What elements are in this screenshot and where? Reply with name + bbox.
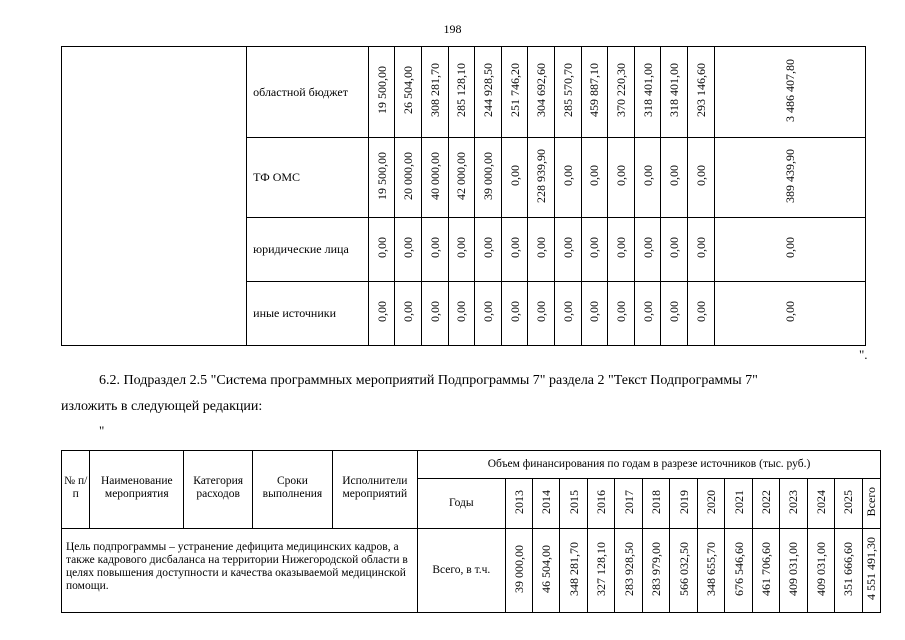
year-value: 0,00 — [614, 237, 628, 258]
year-value-cell — [475, 218, 502, 282]
year-value-cell — [501, 138, 528, 218]
total-value-cell — [714, 47, 865, 138]
year-value-cell — [608, 218, 635, 282]
header-year-text: 2025 — [841, 489, 856, 514]
header-year — [560, 479, 587, 529]
total-row-value-cell — [505, 529, 532, 613]
closing-quote: ". — [859, 347, 868, 362]
year-value-cell — [661, 138, 688, 218]
paragraph-line-2: изложить в следующей редакции: — [61, 399, 263, 414]
header-year-text: 2022 — [758, 489, 773, 514]
funding-source-label: ТФ ОМС — [247, 138, 369, 218]
header-years-label: Годы — [418, 479, 505, 529]
year-value: 0,00 — [534, 237, 549, 258]
year-value-cell — [634, 282, 661, 346]
year-value: 0,00 — [640, 301, 655, 322]
year-value-cell — [608, 47, 635, 138]
year-value: 40 000,00 — [427, 151, 442, 200]
year-value: 26 504,00 — [401, 66, 416, 114]
year-value-cell — [555, 47, 582, 138]
total-row-value-cell — [780, 529, 807, 613]
header-terms: Сроки выполнения — [253, 451, 332, 529]
funding-source-label: иные источники — [247, 282, 369, 346]
year-value: 0,00 — [454, 237, 469, 258]
year-value-cell — [448, 138, 475, 218]
year-value: 19 500,00 — [374, 66, 389, 114]
row-label-total: Всего, в т.ч. — [418, 529, 505, 613]
year-value: 0,00 — [507, 165, 522, 186]
year-value: 0,00 — [667, 237, 682, 258]
header-year-text: 2017 — [621, 489, 636, 514]
total-row-value: 566 032,50 — [676, 541, 691, 596]
total-row-value: 46 504,00 — [539, 544, 554, 593]
year-value: 0,00 — [587, 301, 602, 322]
year-value: 293 146,60 — [693, 63, 708, 117]
total-row-value-cell — [752, 529, 779, 613]
year-value-cell — [528, 138, 555, 218]
total-row-value-cell — [697, 529, 724, 613]
header-year — [533, 479, 560, 529]
total-row-value-cell — [807, 529, 834, 613]
year-value-cell — [528, 282, 555, 346]
year-value-cell — [581, 282, 608, 346]
year-value: 244 928,50 — [481, 63, 496, 117]
year-value-cell — [422, 282, 449, 346]
year-value-cell — [368, 138, 395, 218]
year-value: 285 128,10 — [454, 63, 469, 117]
year-value-cell — [501, 218, 528, 282]
year-value: 0,00 — [614, 301, 628, 322]
total-row-value: 348 655,70 — [704, 541, 719, 596]
total-row-value-cell — [533, 529, 560, 613]
year-value-cell — [448, 282, 475, 346]
year-value: 0,00 — [587, 237, 602, 258]
total-value: 3 486 407,80 — [782, 58, 797, 122]
year-value-cell — [687, 47, 714, 138]
header-num: № п/п — [62, 451, 90, 529]
header-year-text: 2023 — [786, 489, 801, 514]
year-value: 0,00 — [640, 237, 655, 258]
year-value-cell — [501, 47, 528, 138]
total-row-value-cell — [725, 529, 752, 613]
total-row-value: 351 666,60 — [841, 541, 856, 596]
header-executors: Исполнители мероприятий — [332, 451, 417, 529]
total-row-value-cell — [642, 529, 669, 613]
year-value-cell — [555, 138, 582, 218]
amendment-paragraph — [61, 368, 868, 420]
year-value-cell — [475, 138, 502, 218]
year-value: 0,00 — [640, 165, 655, 186]
total-row-value: 461 706,60 — [758, 541, 773, 596]
total-value: 0,00 — [782, 237, 797, 258]
year-value-cell — [581, 47, 608, 138]
year-value: 0,00 — [560, 301, 575, 322]
year-value-cell — [448, 47, 475, 138]
header-year — [752, 479, 779, 529]
header-year — [697, 479, 724, 529]
year-value-cell — [528, 47, 555, 138]
year-value: 318 401,00 — [640, 63, 655, 117]
total-value-cell — [714, 282, 865, 346]
total-value: 389 439,90 — [782, 148, 797, 203]
year-value-cell — [448, 218, 475, 282]
funding-row — [62, 47, 866, 138]
year-value: 0,00 — [614, 165, 628, 186]
year-value: 285 570,70 — [560, 63, 575, 117]
total-row-value: 327 128,10 — [594, 541, 609, 596]
year-value-cell — [687, 282, 714, 346]
year-value: 42 000,00 — [454, 151, 469, 200]
total-value: 0,00 — [782, 301, 797, 322]
year-value-cell — [608, 282, 635, 346]
year-value-cell — [608, 138, 635, 218]
year-value-cell — [687, 138, 714, 218]
total-row-value: 283 928,50 — [621, 541, 636, 596]
year-value-cell — [528, 218, 555, 282]
empty-merged-cell — [62, 47, 247, 346]
year-value: 0,00 — [587, 165, 602, 186]
header-year-text: 2014 — [539, 489, 554, 514]
year-value-cell — [395, 47, 422, 138]
year-value-cell — [368, 282, 395, 346]
header-year — [835, 479, 862, 529]
header-total-text: Всего — [864, 486, 879, 517]
funding-table-continued — [61, 46, 866, 346]
year-value: 20 000,00 — [401, 151, 416, 200]
year-value: 370 220,30 — [614, 63, 628, 117]
year-value-cell — [687, 218, 714, 282]
year-value: 0,00 — [401, 301, 416, 322]
year-value: 19 500,00 — [374, 151, 389, 200]
year-value: 0,00 — [481, 301, 496, 322]
header-total — [862, 479, 880, 529]
header-year-text: 2020 — [704, 489, 719, 514]
header-year-text: 2018 — [649, 489, 664, 514]
year-value-cell — [661, 218, 688, 282]
header-year-text: 2024 — [813, 489, 828, 514]
header-year — [642, 479, 669, 529]
total-row-value-cell — [670, 529, 697, 613]
year-value-cell — [422, 47, 449, 138]
year-value: 0,00 — [374, 237, 389, 258]
header-year — [780, 479, 807, 529]
year-value-cell — [555, 282, 582, 346]
total-value-cell — [714, 218, 865, 282]
year-value-cell — [634, 47, 661, 138]
year-value-cell — [661, 282, 688, 346]
year-value-cell — [634, 218, 661, 282]
year-value: 39 000,00 — [481, 151, 496, 200]
year-value: 0,00 — [693, 237, 708, 258]
year-value: 0,00 — [507, 237, 522, 258]
year-value-cell — [475, 47, 502, 138]
header-year — [587, 479, 614, 529]
year-value: 0,00 — [667, 301, 682, 322]
total-row-value-cell — [587, 529, 614, 613]
year-value-cell — [368, 218, 395, 282]
header-name: Наименование мероприятия — [90, 451, 184, 529]
year-value: 0,00 — [693, 165, 708, 186]
year-value-cell — [395, 282, 422, 346]
goal-text: Цель подпрограммы – устранение дефицита медицинских кадров, а также кадрового дисбаланса на территории Нижегородской области в целях повышения доступности и качества оказываемой медицинской помощи. — [62, 529, 418, 613]
total-row-value-cell — [835, 529, 862, 613]
total-row-value-cell — [560, 529, 587, 613]
year-value: 0,00 — [427, 301, 442, 322]
funding-source-label: областной бюджет — [247, 47, 369, 138]
header-year-text: 2021 — [731, 489, 746, 514]
year-value: 308 281,70 — [427, 63, 442, 117]
total-row-value-cell — [615, 529, 642, 613]
year-value-cell — [555, 218, 582, 282]
year-value-cell — [501, 282, 528, 346]
grand-total-cell — [862, 529, 880, 613]
total-row-value: 283 979,00 — [649, 541, 664, 596]
grand-total-value: 4 551 491,30 — [864, 537, 879, 600]
header-year — [725, 479, 752, 529]
funding-source-label: юридические лица — [247, 218, 369, 282]
year-value: 304 692,60 — [534, 63, 549, 117]
header-year — [615, 479, 642, 529]
year-value: 0,00 — [560, 165, 575, 186]
year-value-cell — [395, 218, 422, 282]
page-number: 198 — [443, 22, 462, 36]
total-row-value: 348 281,70 — [566, 541, 581, 596]
year-value: 0,00 — [401, 237, 416, 258]
total-row-value: 409 031,00 — [813, 541, 828, 596]
header-year-text: 2019 — [676, 489, 691, 514]
header-year — [505, 479, 532, 529]
paragraph-line-1: 6.2. Подраздел 2.5 "Система программных мероприятий Подпрограммы 7" раздела 2 "Текст Подпрограммы 7" — [99, 373, 758, 388]
header-category: Категория расходов — [184, 451, 253, 529]
header-year — [670, 479, 697, 529]
year-value: 251 746,20 — [507, 63, 522, 117]
year-value-cell — [634, 138, 661, 218]
header-funding: Объем финансирования по годам в разрезе источников (тыс. руб.) — [418, 451, 881, 479]
year-value-cell — [581, 218, 608, 282]
year-value: 228 939,90 — [534, 148, 549, 203]
year-value: 0,00 — [534, 301, 549, 322]
header-year-text: 2016 — [594, 489, 609, 514]
year-value-cell — [368, 47, 395, 138]
year-value: 0,00 — [693, 301, 708, 322]
opening-quote: " — [99, 423, 105, 438]
total-value-cell — [714, 138, 865, 218]
year-value: 0,00 — [374, 301, 389, 322]
header-year — [807, 479, 834, 529]
year-value-cell — [422, 138, 449, 218]
total-row-value: 676 546,60 — [731, 541, 746, 596]
total-row-value: 409 031,00 — [786, 541, 801, 596]
year-value: 0,00 — [667, 165, 682, 186]
year-value: 318 401,00 — [667, 63, 682, 117]
year-value: 0,00 — [507, 301, 522, 322]
year-value: 459 887,10 — [587, 63, 602, 117]
year-value: 0,00 — [560, 237, 575, 258]
program-measures-table — [61, 450, 881, 613]
year-value-cell — [475, 282, 502, 346]
total-row-value: 39 000,00 — [511, 544, 526, 593]
year-value: 0,00 — [454, 301, 469, 322]
header-year-text: 2013 — [511, 489, 526, 514]
year-value: 0,00 — [481, 237, 496, 258]
header-year-text: 2015 — [566, 489, 581, 514]
year-value-cell — [661, 47, 688, 138]
year-value-cell — [395, 138, 422, 218]
year-value: 0,00 — [427, 237, 442, 258]
year-value-cell — [422, 218, 449, 282]
year-value-cell — [581, 138, 608, 218]
